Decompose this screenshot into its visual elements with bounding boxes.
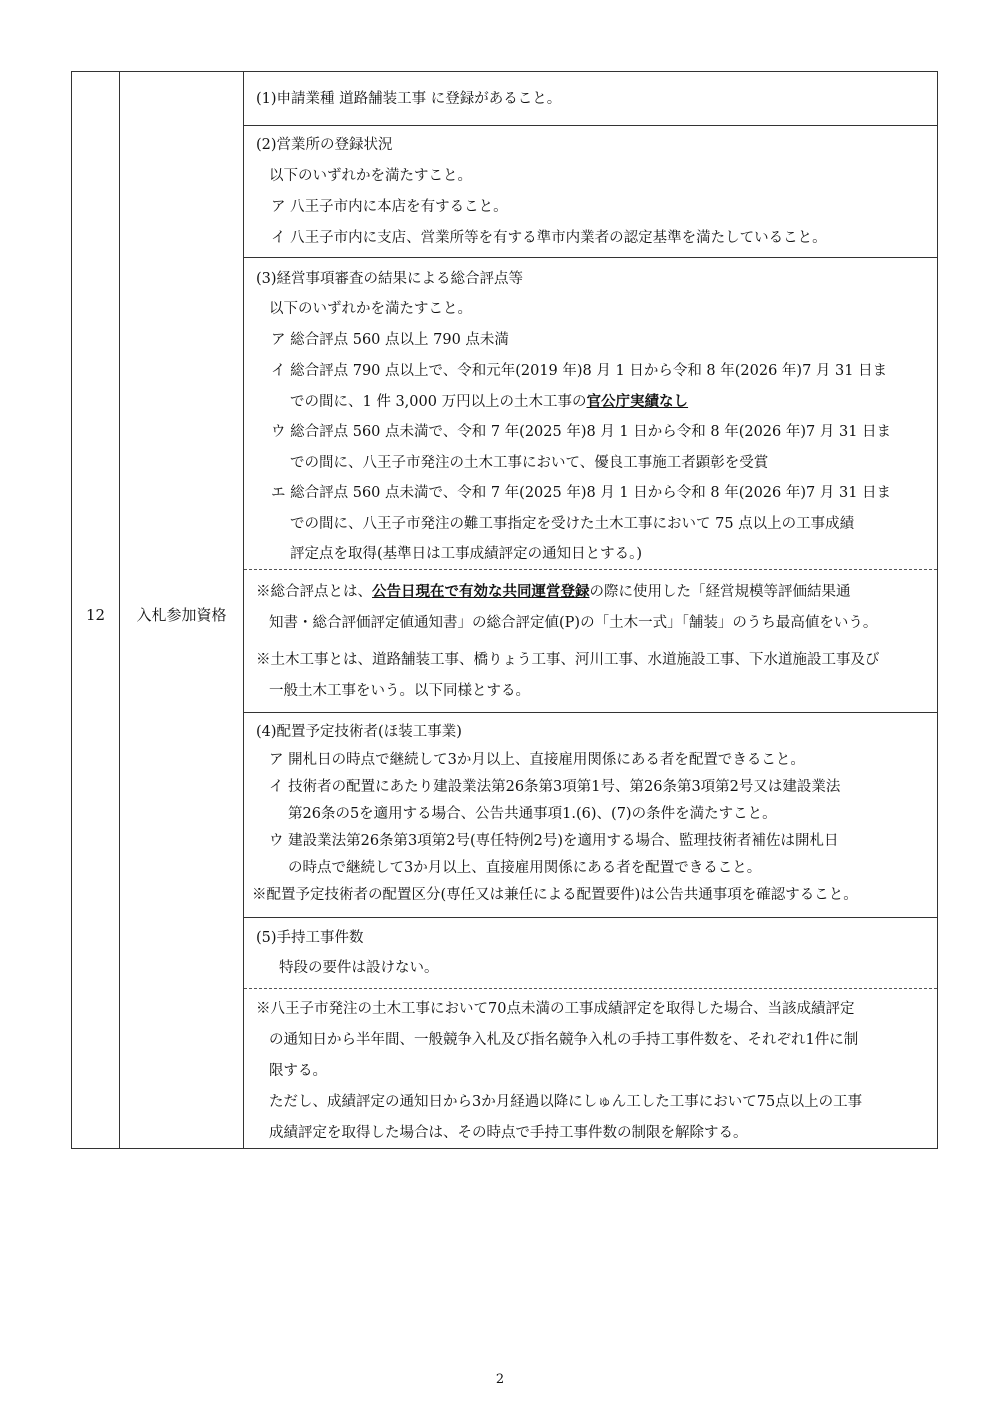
- engineer-item-u: ウ 建設業法第26条第3項第2号(専任特例2号)を適用する場合、監理技術者補佐は開札日: [269, 833, 839, 849]
- business-type-text: (1)申請業種 道路舗装工事 に登録があること。: [256, 91, 562, 107]
- section-ongoing-notes: [244, 988, 937, 1150]
- ongoing-note-2-cont: 成績評定を取得した場合は、その時点で手持工事件数の制限を解除する。: [269, 1125, 748, 1141]
- no-public-record-emphasis: 官公庁実績なし: [586, 393, 689, 410]
- row-number: 12: [85, 606, 106, 624]
- content-cell: [244, 72, 937, 1148]
- ongoing-heading: (5)手持工事件数: [256, 930, 364, 946]
- engineer-item-i: イ 技術者の配置にあたり建設業法第26条第3項第1号、第26条第3項第2号又は建設業法: [269, 779, 841, 795]
- score-item-a: ア 総合評点 560 点以上 790 点未満: [271, 332, 509, 348]
- score-note-1-cont: 知書・総合評価評定値通知書」の総合評定値(P)の「土木一式」「舗装」のうち最高値をいう。: [269, 615, 878, 631]
- page-number: 2: [495, 1372, 505, 1387]
- ongoing-note-2: ただし、成績評定の通知日から3か月経過以降にしゅん工した工事において75点以上の工事: [269, 1094, 863, 1110]
- score-note-1-lead: ※総合評点とは、: [256, 584, 372, 600]
- score-item-i-cont: [290, 392, 688, 412]
- score-item-i-cont-text: での間に、1 件 3,000 万円以上の土木工事の: [290, 394, 587, 410]
- engineer-item-u-cont: の時点で継続して3か月以上、直接雇用関係にある者を配置できること。: [288, 860, 762, 876]
- qualification-table: [71, 71, 938, 1149]
- row-number-cell: [72, 72, 120, 1148]
- score-item-i: イ 総合評点 790 点以上で、令和元年(2019 年)8 月 1 日から令和 8 年(2026 年)7 月 31 日ま: [271, 363, 888, 379]
- section-ongoing-works: [244, 917, 937, 988]
- office-condition-intro: 以下のいずれかを満たすこと。: [269, 168, 472, 184]
- score-note-1: [256, 582, 851, 602]
- row-label: 入札参加資格: [136, 606, 227, 624]
- section-office-registration: [244, 125, 937, 257]
- score-item-e: エ 総合評点 560 点未満で、令和 7 年(2025 年)8 月 1 日から令和 8 年(2026 年)7 月 31 日ま: [271, 485, 892, 501]
- office-heading: (2)営業所の登録状況: [256, 137, 393, 153]
- engineer-heading: (4)配置予定技術者(ほ装工事業): [256, 724, 462, 740]
- section-engineer: [244, 712, 937, 917]
- section-business-type: [244, 72, 937, 125]
- score-item-u-cont: での間に、八王子市発注の土木工事において、優良工事施工者顕彰を受賞: [290, 455, 769, 471]
- score-item-u: ウ 総合評点 560 点未満で、令和 7 年(2025 年)8 月 1 日から令和 8 年(2026 年)7 月 31 日ま: [271, 424, 892, 440]
- engineer-item-i-cont: 第26条の5を適用する場合、公告共通事項1.(6)、(7)の条件を満たすこと。: [288, 806, 777, 822]
- score-heading: (3)経営事項審査の結果による総合評点等: [256, 271, 524, 287]
- engineer-note: ※配置予定技術者の配置区分(専任又は兼任による配置要件)は公告共通事項を確認すること。: [252, 887, 858, 903]
- section-evaluation-score: [244, 257, 937, 569]
- section-score-notes: [244, 569, 937, 712]
- row-label-cell: [120, 72, 244, 1148]
- ongoing-text: 特段の要件は設けない。: [279, 960, 439, 976]
- score-note-1-rest: の際に使用した「経営規模等評価結果通: [589, 584, 851, 600]
- office-item-a: ア 八王子市内に本店を有すること。: [271, 199, 508, 215]
- score-item-e-cont2: 評定点を取得(基準日は工事成績評定の通知日とする。): [290, 546, 643, 562]
- ongoing-note-1: ※八王子市発注の土木工事において70点未満の工事成績評定を取得した場合、当該成績評定: [256, 1001, 855, 1017]
- score-condition-intro: 以下のいずれかを満たすこと。: [269, 301, 472, 317]
- office-item-i: イ 八王子市内に支店、営業所等を有する準市内業者の認定基準を満たしていること。: [271, 230, 827, 246]
- joint-registration-emphasis: 公告日現在で有効な共同運営登録: [372, 583, 590, 600]
- engineer-item-a: ア 開札日の時点で継続して3か月以上、直接雇用関係にある者を配置できること。: [269, 752, 805, 768]
- ongoing-note-1-cont2: 限する。: [269, 1063, 327, 1079]
- score-note-2-cont: 一般土木工事をいう。以下同様とする。: [269, 683, 530, 699]
- score-item-e-cont1: での間に、八王子市発注の難工事指定を受けた土木工事において 75 点以上の工事成績: [290, 516, 855, 532]
- score-note-2: ※土木工事とは、道路舗装工事、橋りょう工事、河川工事、水道施設工事、下水道施設工事及び: [256, 652, 880, 668]
- ongoing-note-1-cont1: の通知日から半年間、一般競争入札及び指名競争入札の手持工事件数を、それぞれ1件に制: [269, 1032, 859, 1048]
